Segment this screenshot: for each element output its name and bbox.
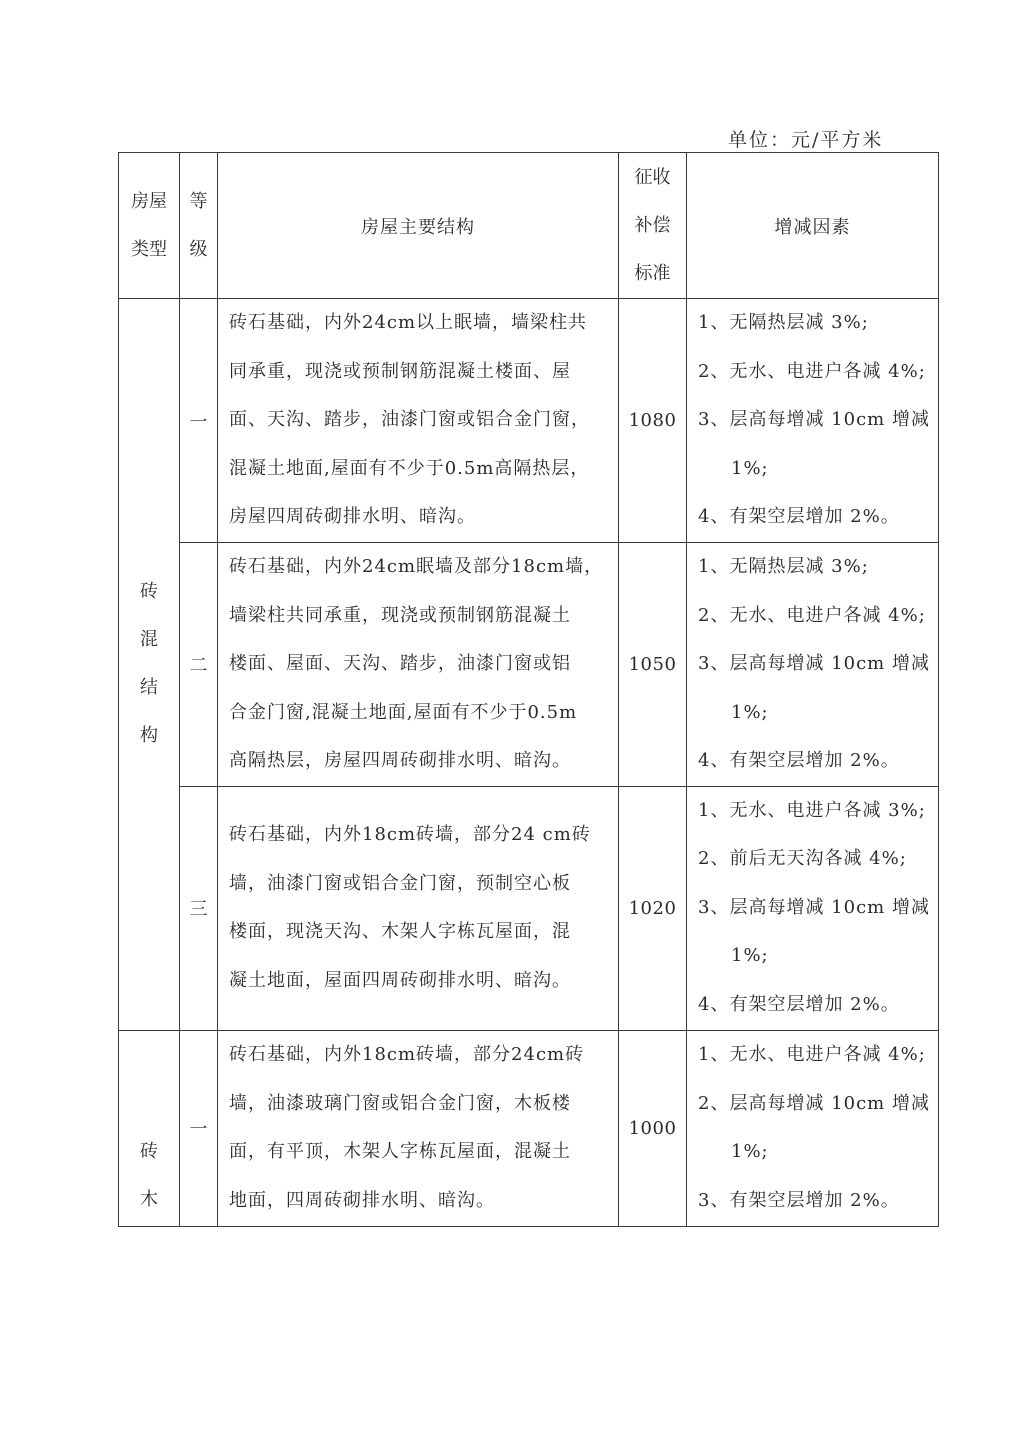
grade-cell: 一 (180, 299, 218, 543)
header-standard: 征收 补偿 标准 (619, 153, 687, 299)
table-row (119, 786, 939, 1030)
price-cell: 1050 (619, 543, 687, 787)
price-cell: 1080 (619, 299, 687, 543)
header-structure: 房屋主要结构 (218, 153, 619, 299)
structure-cell: 砖石基础，内外24cm眠墙及部分18cm墙， 墙梁柱共同承重，现浇或预制钢筋混凝土 楼面、屋面、天沟、踏步，油漆门窗或铝 合金门窗,混凝土地面,屋面有不少于0.5m 高隔热层，房屋四周砖砌排水明、暗沟。 (218, 543, 619, 787)
structure-cell: 砖石基础，内外18cm砖墙，部分24 cm砖 墙，油漆门窗或铝合金门窗，预制空心板 楼面，现浇天沟、木架人字栋瓦屋面，混 凝土地面，屋面四周砖砌排水明、暗沟。 (218, 786, 619, 1030)
price-cell: 1020 (619, 786, 687, 1030)
table-row (119, 1030, 939, 1226)
table-header-row (119, 153, 939, 299)
unit-label: 单位：元/平方米 (728, 129, 884, 151)
factors-cell: 1、无隔热层减 3%; 2、无水、电进户各减 4%; 3、层高每增减 10cm 增减 1%; 4、有架空层增加 2%。 (687, 543, 939, 787)
header-factors: 增减因素 (687, 153, 939, 299)
structure-cell: 砖石基础，内外18cm砖墙，部分24cm砖 墙，油漆玻璃门窗或铝合金门窗，木板楼 面，有平顶，木架人字栋瓦屋面，混凝土 地面，四周砖砌排水明、暗沟。 (218, 1030, 619, 1226)
header-house-type: 房屋 类型 (119, 153, 180, 299)
group-brick-wood: 砖 木 (119, 1030, 180, 1226)
grade-cell: 一 (180, 1030, 218, 1226)
table-row (119, 299, 939, 543)
structure-cell: 砖石基础，内外24cm以上眠墙，墙梁柱共 同承重，现浇或预制钢筋混凝土楼面、屋 面、天沟、踏步，油漆门窗或铝合金门窗， 混凝土地面,屋面有不少于0.5m高隔热层， 房屋四周砖砌排水明、暗沟。 (218, 299, 619, 543)
grade-cell: 二 (180, 543, 218, 787)
factors-cell: 1、无水、电进户各减 4%; 2、层高每增减 10cm 增减 1%; 3、有架空层增加 2%。 (687, 1030, 939, 1226)
grade-cell: 三 (180, 786, 218, 1030)
compensation-table (118, 152, 939, 1227)
factors-cell: 1、无水、电进户各减 3%; 2、前后无天沟各减 4%; 3、层高每增减 10cm 增减 1%; 4、有架空层增加 2%。 (687, 786, 939, 1030)
header-grade: 等 级 (180, 153, 218, 299)
factors-cell: 1、无隔热层减 3%; 2、无水、电进户各减 4%; 3、层高每增减 10cm 增减 1%; 4、有架空层增加 2%。 (687, 299, 939, 543)
group-brick-concrete: 砖 混 结 构 (119, 299, 180, 1031)
table-row (119, 543, 939, 787)
price-cell: 1000 (619, 1030, 687, 1226)
